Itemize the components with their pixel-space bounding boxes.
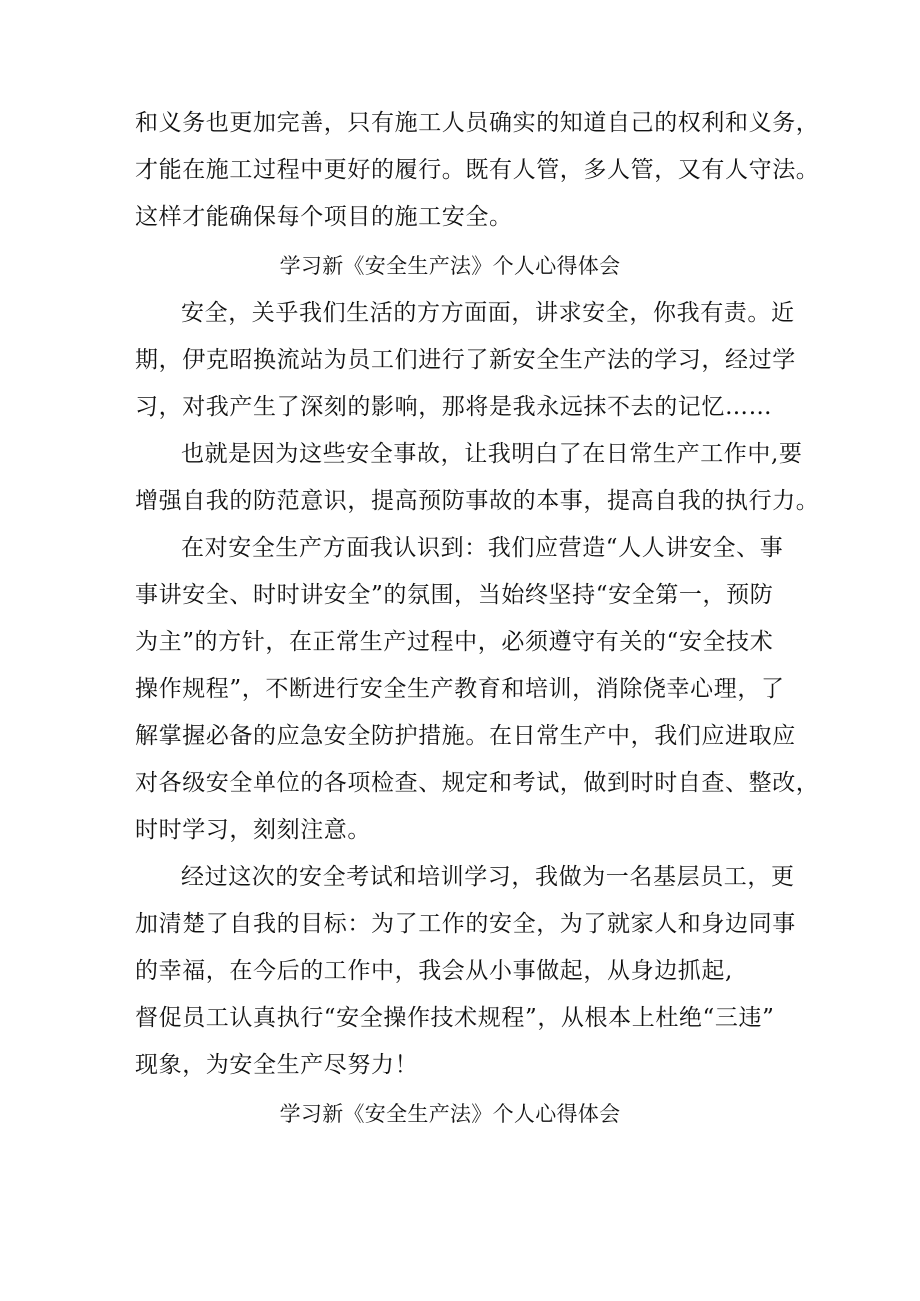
text-line: 安全，关乎我们生活的方方面面，讲求安全，你我有责。近	[181, 300, 795, 326]
paragraph-understanding	[135, 525, 820, 854]
text-line: 习，对我产生了深刻的影响，那将是我永远抹不去的记忆……	[135, 394, 773, 420]
text-line: 期，伊克昭换流站为员工们进行了新安全生产法的学习，经过学	[135, 347, 796, 373]
text-line: 操作规程”，不断进行安全生产教育和培训，消除侥幸心理，了	[135, 676, 785, 702]
section-title: 学习新《安全生产法》个人心得体会	[279, 1102, 621, 1126]
paragraph-awareness	[135, 431, 820, 525]
text-line: 督促员工认真执行“安全操作技术规程”，从根本上杜绝“三违”	[135, 1005, 775, 1031]
text-line: 增强自我的防范意识，提高预防事故的本事，提高自我的执行力。	[135, 488, 820, 514]
text-line: 在对安全生产方面我认识到：我们应营造“人人讲安全、事	[181, 535, 784, 561]
text-line: 为主”的方针，在正常生产过程中，必须遵守有关的“安全技术	[135, 629, 774, 655]
text-line: 对各级安全单位的各项检查、规定和考试，做到时时自查、整改，	[135, 770, 820, 796]
text-line: 的幸福，在今后的工作中，我会从小事做起，从身边抓起,	[135, 958, 733, 984]
text-line: 现象，为安全生产尽努力！	[135, 1052, 419, 1078]
paragraph-intro	[135, 290, 795, 431]
document-body	[135, 100, 820, 1138]
text-line: 才能在施工过程中更好的履行。既有人管，多人管，又有人守法。	[135, 157, 820, 183]
text-line: 这样才能确保每个项目的施工安全。	[135, 204, 513, 230]
text-line: 时时学习，刻刻注意。	[135, 817, 371, 843]
paragraph-conclusion	[135, 854, 795, 1089]
text-line: 解掌握必备的应急安全防护措施。在日常生产中，我们应进取应	[135, 723, 796, 749]
text-line: 和义务也更加完善，只有施工人员确实的知道自己的权利和义务，	[135, 110, 820, 136]
text-line: 经过这次的安全考试和培训学习，我做为一名基层员工，更	[181, 864, 795, 890]
paragraph-continued	[135, 100, 820, 241]
section-title: 学习新《安全生产法》个人心得体会	[279, 254, 621, 278]
text-line: 也就是因为这些安全事故，让我明白了在日常生产工作中,要	[181, 441, 803, 467]
text-line: 加清楚了自我的目标：为了工作的安全，为了就家人和身边同事	[135, 911, 796, 937]
text-line: 事讲安全、时时讲安全”的氛围，当始终坚持“安全第一，预防	[135, 582, 774, 608]
